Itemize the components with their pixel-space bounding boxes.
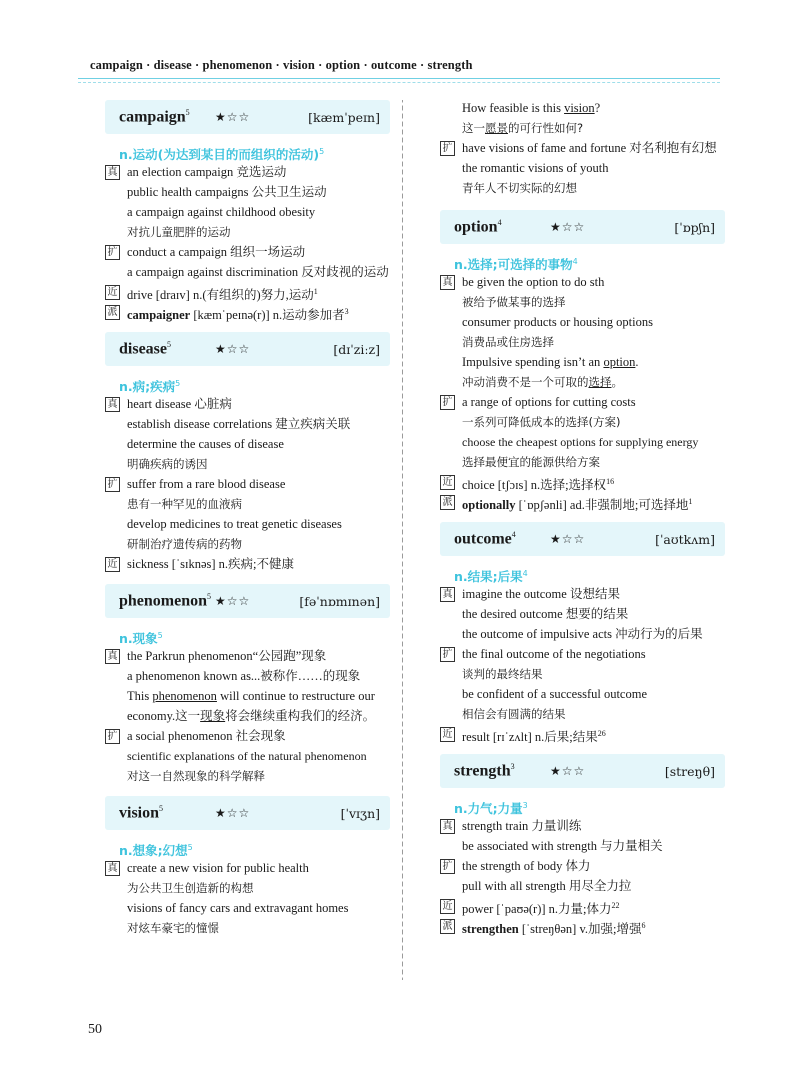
badge-jin: 近 (440, 475, 455, 490)
badge-jin: 近 (440, 899, 455, 914)
example-line: be associated with strength 与力量相关 (462, 839, 663, 853)
example-line: the outcome of impulsive acts 冲动行为的后果 (462, 627, 703, 641)
headword: vision$^5$ (119, 803, 164, 822)
example-line: 这一愿景的可行性如何? (462, 121, 584, 135)
derivative-line: 派 strengthen [ˈstreŋθən] v.加强;增强$^6$ (440, 916, 725, 936)
badge-kuo: 扩 (105, 477, 120, 492)
headword-box (440, 754, 725, 788)
example-line: the romantic visions of youth (462, 161, 609, 175)
part-of-speech: n.想象;幻想$^5$ (119, 843, 193, 859)
headword-box (105, 796, 390, 830)
badge-jin: 近 (105, 285, 120, 300)
example-line: 对炫车豪宅的憧憬 (127, 921, 219, 935)
column-divider (398, 100, 406, 980)
headword: disease$^5$ (119, 339, 171, 358)
part-of-speech: n.结果;后果$^4$ (454, 569, 528, 585)
derivative-line: 派 campaigner [kæmˈpeɪnə(r)] n.运动参加者$^3$ (105, 302, 390, 322)
part-of-speech: n.力气;力量$^3$ (454, 801, 528, 817)
headword: strength$^3$ (454, 761, 515, 780)
example-line: 扩 the final outcome of the negotiations (440, 644, 725, 664)
example-line: a campaign against discrimination 反对歧视的运动 (127, 265, 389, 279)
derivative-line: 派 optionally [ˈɒpʃənli] ad.非强制地;可选择地$^1$ (440, 492, 725, 512)
page-header: campaign · disease · phenomenon · vision · option · outcome · strength (90, 58, 473, 72)
frequency-stars: ★☆☆ (550, 219, 586, 234)
phonetic: [ˈvɪʒn] (340, 805, 380, 821)
part-of-speech: n.运动(为达到某目的而组织的活动)$^5$ (119, 147, 325, 163)
headword: phenomenon$^5$ (119, 591, 212, 610)
frequency-stars: ★☆☆ (215, 805, 251, 820)
example-line: 真 create a new vision for public health (105, 858, 390, 878)
badge-zhen: 真 (105, 165, 120, 180)
example-line: 谈判的最终结果 (462, 667, 543, 681)
example-line: 一系列可降低成本的选择(方案) (462, 415, 621, 429)
entry-outcome (440, 522, 725, 744)
badge-zhen: 真 (105, 861, 120, 876)
phonetic: [ˈaʊtkʌm] (655, 531, 715, 547)
badge-pai: 派 (105, 305, 120, 320)
badge-kuo: 扩 (105, 245, 120, 260)
example-line: 选择最便宜的能源供给方案 (462, 455, 600, 469)
badge-zhen: 真 (105, 649, 120, 664)
example-line: scientific explanations of the natural phenomenon (127, 749, 367, 763)
badge-pai: 派 (440, 495, 455, 510)
headword-box (105, 332, 390, 366)
phonetic: [dɪˈziːz] (333, 341, 380, 357)
frequency-stars: ★☆☆ (550, 763, 586, 778)
entry-phenomenon (105, 584, 390, 786)
example-line: develop medicines to treat genetic diseases (127, 517, 342, 531)
example-line: 扩 the strength of body 体力 (440, 856, 725, 876)
example-line: 扩 suffer from a rare blood disease (105, 474, 390, 494)
entry-vision-continued (440, 98, 725, 198)
synonym-line: 近 choice [tʃɔɪs] n.选择;选择权$^{16}$ (440, 472, 725, 492)
phonetic: [streŋθ] (664, 763, 715, 779)
synonym-line: 近 drive [draɪv] n.(有组织的)努力,运动$^1$ (105, 282, 390, 302)
page-number: 50 (88, 1022, 102, 1037)
badge-zhen: 真 (440, 275, 455, 290)
phonetic: [fəˈnɒmɪnən] (299, 593, 380, 609)
badge-zhen: 真 (440, 587, 455, 602)
example-line: 真 the Parkrun phenomenon“公园跑”现象 (105, 646, 390, 666)
badge-pai: 派 (440, 919, 455, 934)
badge-jin: 近 (440, 727, 455, 742)
part-of-speech: n.选择;可选择的事物$^4$ (454, 257, 578, 273)
example-line: a campaign against childhood obesity (127, 205, 316, 219)
example-line: 真 strength train 力量训练 (440, 816, 725, 836)
example-line: consumer products or housing options (462, 315, 653, 329)
part-of-speech: n.病;疾病$^5$ (119, 379, 181, 395)
headword-box (105, 100, 390, 134)
example-line: 扩 conduct a campaign 组织一场运动 (105, 242, 390, 262)
headword: campaign$^5$ (119, 107, 190, 126)
headword-box (440, 210, 725, 244)
badge-jin: 近 (105, 557, 120, 572)
header-rule (78, 78, 720, 79)
badge-kuo: 扩 (440, 859, 455, 874)
left-column (105, 100, 390, 946)
example-line: 青年人不切实际的幻想 (462, 181, 577, 195)
frequency-stars: ★☆☆ (215, 593, 251, 608)
example-line: 相信会有圆满的结果 (462, 707, 566, 721)
example-line: visions of fancy cars and extravagant homes (127, 901, 349, 915)
part-of-speech: n.现象$^5$ (119, 631, 163, 647)
example-line: Impulsive spending isn’t an option. (462, 355, 639, 369)
example-line: 为公共卫生创造新的构想 (127, 881, 254, 895)
example-line: economy.这一现象将会继续重构我们的经济。 (127, 709, 376, 723)
entry-option (440, 210, 725, 512)
example-line: establish disease correlations 建立疾病关联 (127, 417, 351, 431)
headword: option$^4$ (454, 217, 502, 236)
example-line: choose the cheapest options for supplying energy (462, 435, 699, 449)
header-rule-dashed (78, 82, 720, 83)
frequency-stars: ★☆☆ (215, 109, 251, 124)
badge-kuo: 扩 (440, 141, 455, 156)
badge-kuo: 扩 (105, 729, 120, 744)
example-line: public health campaigns 公共卫生运动 (127, 185, 327, 199)
example-line: 消费品或住房选择 (462, 335, 554, 349)
frequency-stars: ★☆☆ (550, 531, 586, 546)
synonym-line: 近 sickness [ˈsɪknəs] n.疾病;不健康 (105, 554, 390, 574)
example-line: 扩 have visions of fame and fortune 对名利抱有幻想 (440, 138, 725, 158)
badge-kuo: 扩 (440, 395, 455, 410)
example-line: determine the causes of disease (127, 437, 284, 451)
phonetic: [kæmˈpeɪn] (308, 109, 380, 125)
entry-disease (105, 332, 390, 574)
example-line: 被给予做某事的选择 (462, 295, 566, 309)
headword-box (105, 584, 390, 618)
badge-zhen: 真 (440, 819, 455, 834)
entry-vision (105, 796, 390, 938)
example-line: 冲动消费不是一个可取的选择。 (462, 375, 623, 389)
example-line: be confident of a successful outcome (462, 687, 648, 701)
example-line: 真 imagine the outcome 设想结果 (440, 584, 725, 604)
entry-campaign (105, 100, 390, 322)
synonym-line: 近 power [ˈpaʊə(r)] n.力量;体力$^{22}$ (440, 896, 725, 916)
example-line: 扩 a range of options for cutting costs (440, 392, 725, 412)
example-line: 患有一种罕见的血液病 (127, 497, 242, 511)
example-line: 扩 a social phenomenon 社会现象 (105, 726, 390, 746)
headword: outcome$^4$ (454, 529, 516, 548)
example-line: pull with all strength 用尽全力拉 (462, 879, 632, 893)
synonym-line: 近 result [rɪˈzʌlt] n.后果;结果$^{26}$ (440, 724, 725, 744)
badge-zhen: 真 (105, 397, 120, 412)
headword-box (440, 522, 725, 556)
example-line: 真 heart disease 心脏病 (105, 394, 390, 414)
example-line: 对抗儿童肥胖的运动 (127, 225, 231, 239)
example-line: 对这一自然现象的科学解释 (127, 769, 265, 783)
phonetic: [ˈɒpʃn] (674, 219, 715, 235)
example-line: 明确疾病的诱因 (127, 457, 208, 471)
example-line: This phenomenon will continue to restructure our (127, 689, 375, 703)
example-line: a phenomenon known as...被称作……的现象 (127, 669, 361, 683)
example-line: 真 be given the option to do sth (440, 272, 725, 292)
entry-strength (440, 754, 725, 936)
right-column (440, 100, 725, 944)
example-line: the desired outcome 想要的结果 (462, 607, 629, 621)
example-line: 研制治疗遗传病的药物 (127, 537, 242, 551)
badge-kuo: 扩 (440, 647, 455, 662)
frequency-stars: ★☆☆ (215, 341, 251, 356)
example-line: 真 an election campaign 竞选运动 (105, 162, 390, 182)
example-line: How feasible is this vision? (462, 101, 601, 115)
